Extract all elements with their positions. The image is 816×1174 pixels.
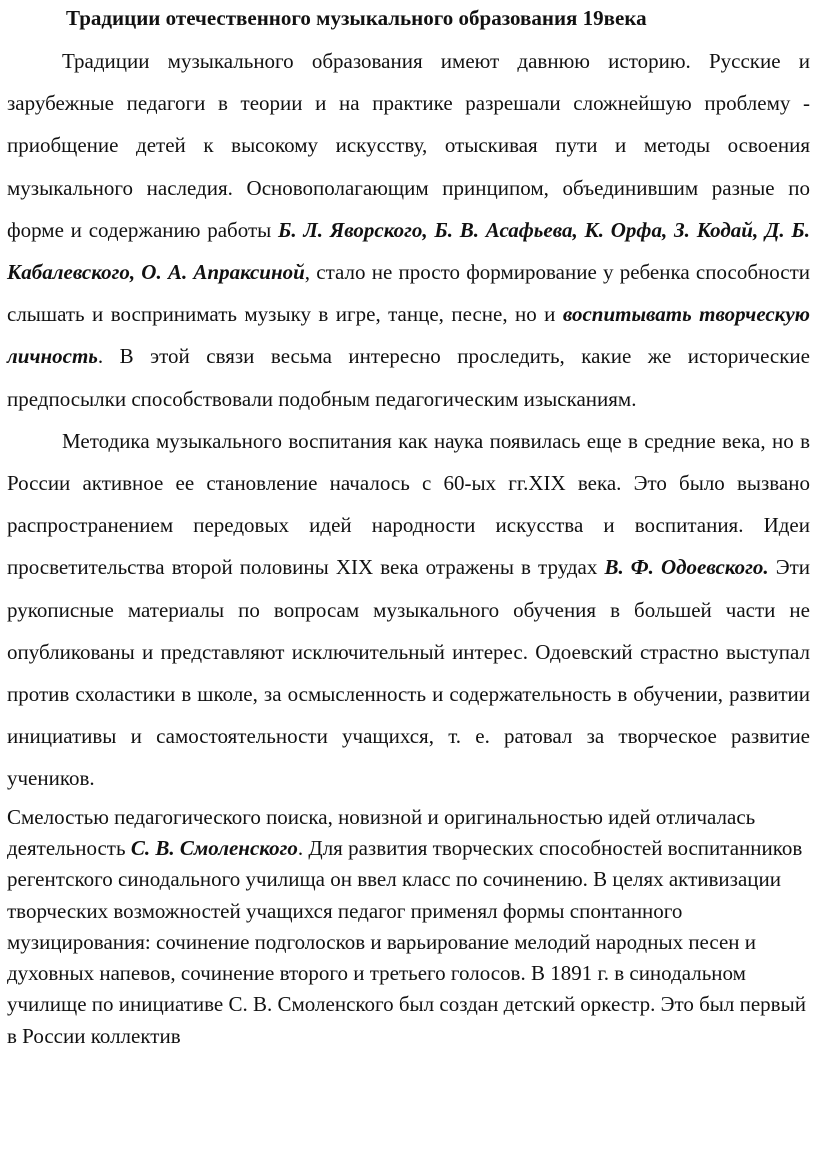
paragraph-smolensky xyxy=(7,800,810,1052)
document-title: Традиции отечественного музыкального образования 19века xyxy=(66,6,647,30)
paragraph-traditions xyxy=(7,40,810,420)
paragraph-text: Смелостью педагогического поиска, новизной и оригинальностью идей отличалась деятельность xyxy=(7,804,756,860)
paragraph-text: Эти рукописные материалы по вопросам музыкального обучения в большей части не опубликованы и представляют исключительный интерес. Одоевский страстно выступал против схоластики в школе, за осмысленность и содержательность в обучении, развитии инициативы и самостоятельности учащихся, т. е. ратовал за творческое развитие учеников. xyxy=(7,555,810,791)
emphasized-name: С. В. Смоленского xyxy=(130,835,298,860)
paragraph-text: Традиции музыкального образования имеют давнюю историю. Русские и зарубежные педагоги в теории и на практике разрешали сложнейшую проблему - приобщение детей к высокому искусству, отыскивая пути и методы освоения музыкального наследия. Основополагающим принципом, объединившим разные по форме и содержанию работы xyxy=(7,49,810,242)
paragraph-text: Методика музыкального воспитания как наука появилась еще в средние века, но в России активное ее становление началось с 60-ых гг.XIX века. Это было вызвано распространением передовых идей народности искусства и воспитания. Идеи просветительства второй половины XIX века отражены в трудах xyxy=(7,428,810,580)
emphasized-names: Б. Л. Яворского, Б. В. Асафьева, К. Орфа, З. Кодай, Д. Б. Кабалевского, О. А. Апраксиной xyxy=(7,217,810,285)
paragraph-text: . В этой связи весьма интересно проследить, какие же исторические предпосылки способствовали подобным педагогическим изысканиям. xyxy=(7,344,810,411)
emphasized-phrase: воспитывать творческую личность xyxy=(7,302,810,369)
emphasized-name: В. Ф. Одоевского. xyxy=(604,555,769,580)
paragraph-text: . Для развития творческих способностей воспитанников регентского синодального училища он ввел класс по сочинению. В целях активизации творческих возможностей учащихся педагог применял формы спонтанного музицирования: сочинение подголосков и варьирование мелодий народных песен и духовных напевов, сочинение второго и третьего голосов. В 1891 г. в синодальном училище по инициативе С. В. Смоленского был создан детский оркестр. Это был первый в России коллектив xyxy=(7,835,806,1048)
paragraph-methodology xyxy=(7,420,810,800)
paragraph-text: , стало не просто формирование у ребенка способности слышать и воспринимать музыку в игре, танце, песне, но и xyxy=(7,260,810,327)
